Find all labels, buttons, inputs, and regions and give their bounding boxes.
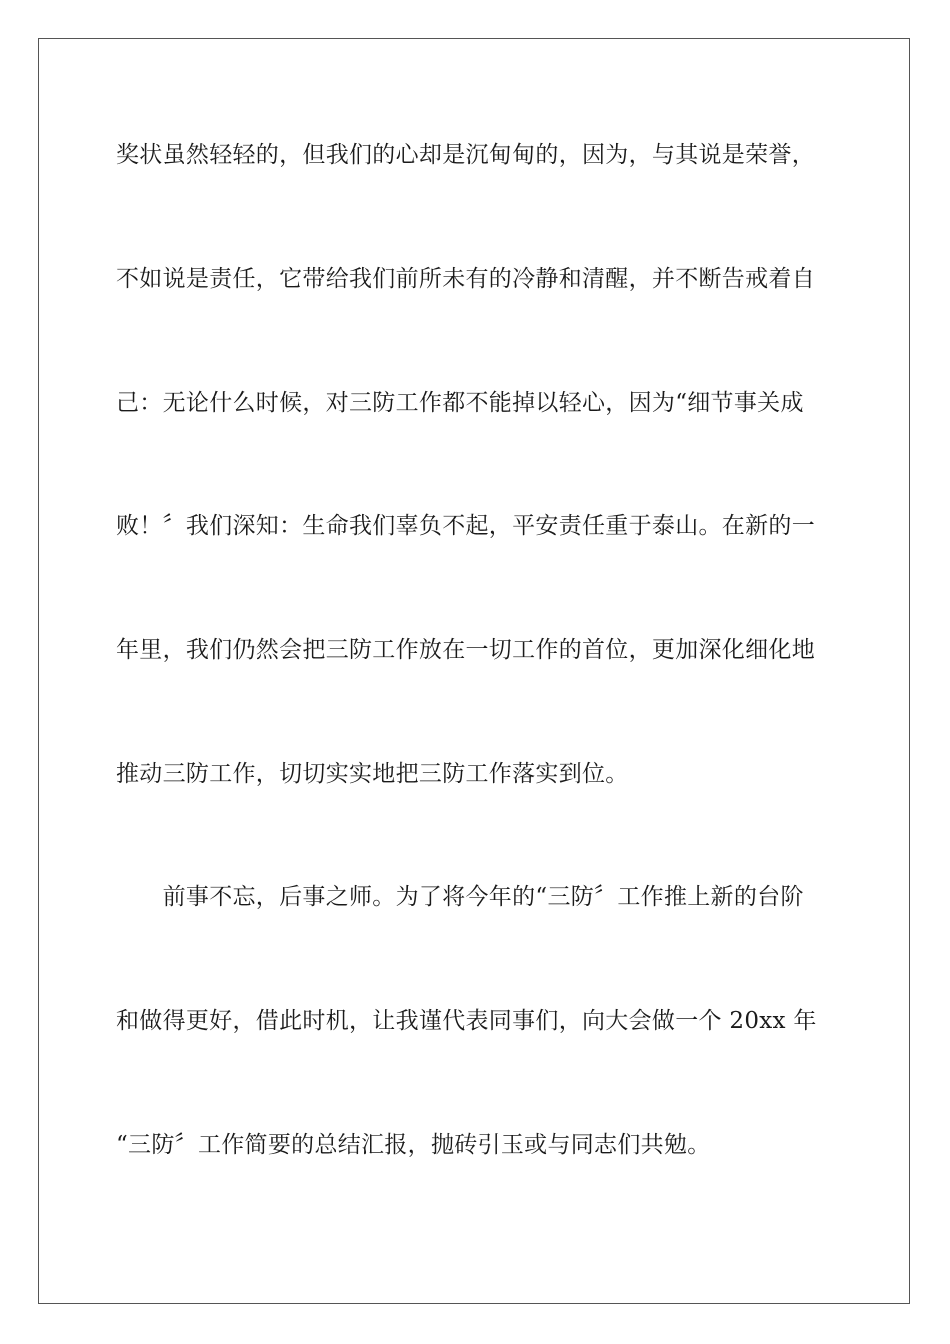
text-line-4: 败！〞我们深知：生命我们辜负不起，平安责任重于泰山。在新的一 bbox=[116, 513, 815, 539]
text-line-3: 己：无论什么时候，对三防工作都不能掉以轻心，因为“细节事关成 bbox=[116, 390, 804, 416]
text-line-9: “三防〞工作简要的总结汇报，抛砖引玉或与同志们共勉。 bbox=[116, 1132, 711, 1158]
page-border bbox=[38, 38, 910, 1304]
text-line-2: 不如说是责任，它带给我们前所未有的冷静和清醒，并不断告戒着自 bbox=[116, 266, 815, 292]
text-line-7: 前事不忘，后事之师。为了将今年的“三防〞工作推上新的台阶 bbox=[116, 884, 804, 910]
text-line-8: 和做得更好，借此时机，让我谨代表同事们，向大会做一个 20xx 年 bbox=[116, 1008, 817, 1034]
text-line-1: 奖状虽然轻轻的，但我们的心却是沉甸甸的，因为，与其说是荣誉， bbox=[116, 142, 815, 168]
text-line-5: 年里，我们仍然会把三防工作放在一切工作的首位，更加深化细化地 bbox=[116, 637, 815, 663]
text-line-6: 推动三防工作，切切实实地把三防工作落实到位。 bbox=[116, 761, 629, 787]
